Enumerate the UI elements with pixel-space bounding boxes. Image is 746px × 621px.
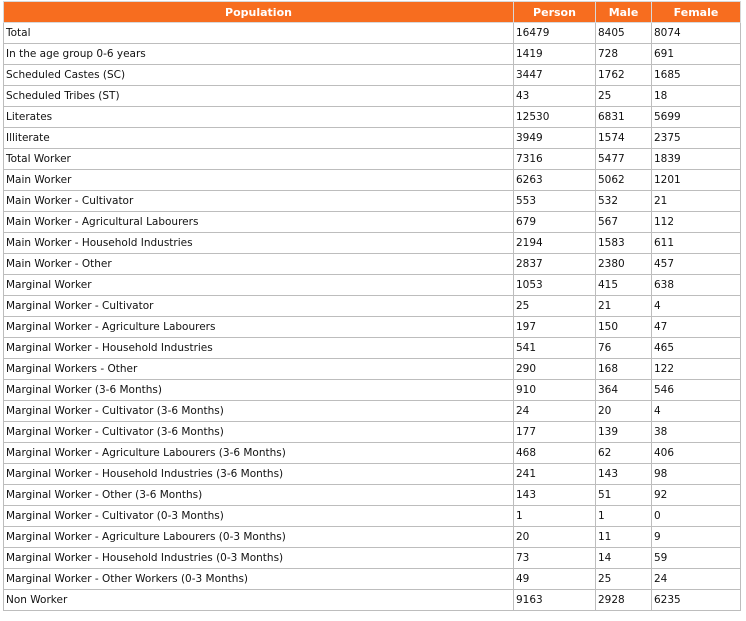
cell-male: 2380	[596, 254, 652, 275]
table-row	[4, 443, 741, 464]
cell-male: 5062	[596, 170, 652, 191]
cell-person: 1419	[514, 44, 596, 65]
cell-person: 679	[514, 212, 596, 233]
cell-female: 59	[652, 548, 741, 569]
cell-male: 62	[596, 443, 652, 464]
cell-population: Main Worker	[4, 170, 514, 191]
header-female: Female	[652, 2, 741, 23]
table-header	[4, 2, 741, 23]
table-row	[4, 527, 741, 548]
cell-population: Main Worker - Agricultural Labourers	[4, 212, 514, 233]
table-row	[4, 128, 741, 149]
cell-population: Marginal Worker - Other (3-6 Months)	[4, 485, 514, 506]
table-row	[4, 485, 741, 506]
table-row	[4, 338, 741, 359]
cell-population: Non Worker	[4, 590, 514, 611]
header-male: Male	[596, 2, 652, 23]
cell-female: 112	[652, 212, 741, 233]
cell-male: 20	[596, 401, 652, 422]
cell-female: 4	[652, 401, 741, 422]
cell-person: 25	[514, 296, 596, 317]
cell-male: 11	[596, 527, 652, 548]
cell-person: 43	[514, 86, 596, 107]
cell-female: 457	[652, 254, 741, 275]
cell-person: 143	[514, 485, 596, 506]
cell-male: 8405	[596, 23, 652, 44]
cell-population: Marginal Worker - Cultivator (3-6 Months)	[4, 422, 514, 443]
cell-population: Marginal Worker (3-6 Months)	[4, 380, 514, 401]
population-table	[3, 1, 741, 611]
cell-population: Scheduled Castes (SC)	[4, 65, 514, 86]
cell-population: Literates	[4, 107, 514, 128]
table-row	[4, 254, 741, 275]
cell-female: 18	[652, 86, 741, 107]
cell-male: 6831	[596, 107, 652, 128]
cell-male: 25	[596, 86, 652, 107]
cell-person: 2194	[514, 233, 596, 254]
table-row	[4, 296, 741, 317]
cell-female: 122	[652, 359, 741, 380]
cell-population: Marginal Worker	[4, 275, 514, 296]
cell-female: 0	[652, 506, 741, 527]
cell-person: 1	[514, 506, 596, 527]
header-row	[4, 2, 741, 23]
cell-person: 7316	[514, 149, 596, 170]
cell-person: 3447	[514, 65, 596, 86]
cell-population: Scheduled Tribes (ST)	[4, 86, 514, 107]
cell-female: 406	[652, 443, 741, 464]
cell-male: 14	[596, 548, 652, 569]
cell-female: 9	[652, 527, 741, 548]
table-row	[4, 233, 741, 254]
cell-population: Total Worker	[4, 149, 514, 170]
table-row	[4, 44, 741, 65]
table-row	[4, 359, 741, 380]
cell-person: 3949	[514, 128, 596, 149]
cell-female: 24	[652, 569, 741, 590]
cell-population: Illiterate	[4, 128, 514, 149]
table-row	[4, 212, 741, 233]
cell-person: 20	[514, 527, 596, 548]
cell-population: Marginal Worker - Household Industries (0-3 Months)	[4, 548, 514, 569]
cell-male: 51	[596, 485, 652, 506]
cell-female: 38	[652, 422, 741, 443]
table-row	[4, 317, 741, 338]
cell-male: 1762	[596, 65, 652, 86]
cell-male: 415	[596, 275, 652, 296]
cell-person: 9163	[514, 590, 596, 611]
cell-male: 150	[596, 317, 652, 338]
table-row	[4, 401, 741, 422]
cell-female: 546	[652, 380, 741, 401]
cell-person: 12530	[514, 107, 596, 128]
cell-person: 177	[514, 422, 596, 443]
cell-population: Marginal Worker - Agriculture Labourers (3-6 Months)	[4, 443, 514, 464]
cell-person: 49	[514, 569, 596, 590]
cell-person: 553	[514, 191, 596, 212]
cell-population: In the age group 0-6 years	[4, 44, 514, 65]
cell-female: 4	[652, 296, 741, 317]
cell-female: 47	[652, 317, 741, 338]
cell-male: 25	[596, 569, 652, 590]
table-row	[4, 275, 741, 296]
cell-person: 468	[514, 443, 596, 464]
cell-population: Marginal Worker - Cultivator (0-3 Months)	[4, 506, 514, 527]
table-row	[4, 170, 741, 191]
cell-male: 1574	[596, 128, 652, 149]
cell-male: 21	[596, 296, 652, 317]
cell-population: Marginal Worker - Cultivator (3-6 Months)	[4, 401, 514, 422]
cell-person: 197	[514, 317, 596, 338]
cell-person: 290	[514, 359, 596, 380]
cell-female: 465	[652, 338, 741, 359]
table-row	[4, 380, 741, 401]
table-body	[4, 23, 741, 611]
population-table-container	[3, 1, 741, 611]
header-person: Person	[514, 2, 596, 23]
cell-population: Marginal Workers - Other	[4, 359, 514, 380]
cell-population: Main Worker - Other	[4, 254, 514, 275]
table-row	[4, 464, 741, 485]
cell-female: 1685	[652, 65, 741, 86]
cell-female: 638	[652, 275, 741, 296]
table-row	[4, 590, 741, 611]
cell-male: 143	[596, 464, 652, 485]
cell-male: 532	[596, 191, 652, 212]
cell-person: 24	[514, 401, 596, 422]
cell-person: 1053	[514, 275, 596, 296]
cell-male: 567	[596, 212, 652, 233]
cell-female: 2375	[652, 128, 741, 149]
table-row	[4, 86, 741, 107]
cell-person: 73	[514, 548, 596, 569]
table-row	[4, 65, 741, 86]
cell-female: 21	[652, 191, 741, 212]
cell-population: Total	[4, 23, 514, 44]
table-row	[4, 149, 741, 170]
cell-population: Marginal Worker - Household Industries	[4, 338, 514, 359]
cell-female: 8074	[652, 23, 741, 44]
cell-female: 6235	[652, 590, 741, 611]
cell-female: 611	[652, 233, 741, 254]
cell-male: 2928	[596, 590, 652, 611]
table-row	[4, 107, 741, 128]
cell-person: 16479	[514, 23, 596, 44]
cell-person: 241	[514, 464, 596, 485]
cell-male: 1	[596, 506, 652, 527]
cell-female: 691	[652, 44, 741, 65]
cell-population: Marginal Worker - Agriculture Labourers (0-3 Months)	[4, 527, 514, 548]
cell-person: 6263	[514, 170, 596, 191]
cell-person: 541	[514, 338, 596, 359]
cell-population: Main Worker - Cultivator	[4, 191, 514, 212]
cell-female: 1201	[652, 170, 741, 191]
cell-population: Main Worker - Household Industries	[4, 233, 514, 254]
cell-population: Marginal Worker - Other Workers (0-3 Months)	[4, 569, 514, 590]
cell-population: Marginal Worker - Agriculture Labourers	[4, 317, 514, 338]
cell-female: 92	[652, 485, 741, 506]
cell-male: 5477	[596, 149, 652, 170]
cell-male: 168	[596, 359, 652, 380]
table-row	[4, 569, 741, 590]
table-row	[4, 506, 741, 527]
table-row	[4, 422, 741, 443]
cell-female: 98	[652, 464, 741, 485]
cell-male: 364	[596, 380, 652, 401]
table-row	[4, 548, 741, 569]
cell-population: Marginal Worker - Household Industries (3-6 Months)	[4, 464, 514, 485]
cell-male: 139	[596, 422, 652, 443]
cell-female: 5699	[652, 107, 741, 128]
cell-female: 1839	[652, 149, 741, 170]
cell-person: 910	[514, 380, 596, 401]
cell-person: 2837	[514, 254, 596, 275]
cell-population: Marginal Worker - Cultivator	[4, 296, 514, 317]
cell-male: 728	[596, 44, 652, 65]
cell-male: 1583	[596, 233, 652, 254]
table-row	[4, 191, 741, 212]
cell-male: 76	[596, 338, 652, 359]
header-population: Population	[4, 2, 514, 23]
table-row	[4, 23, 741, 44]
